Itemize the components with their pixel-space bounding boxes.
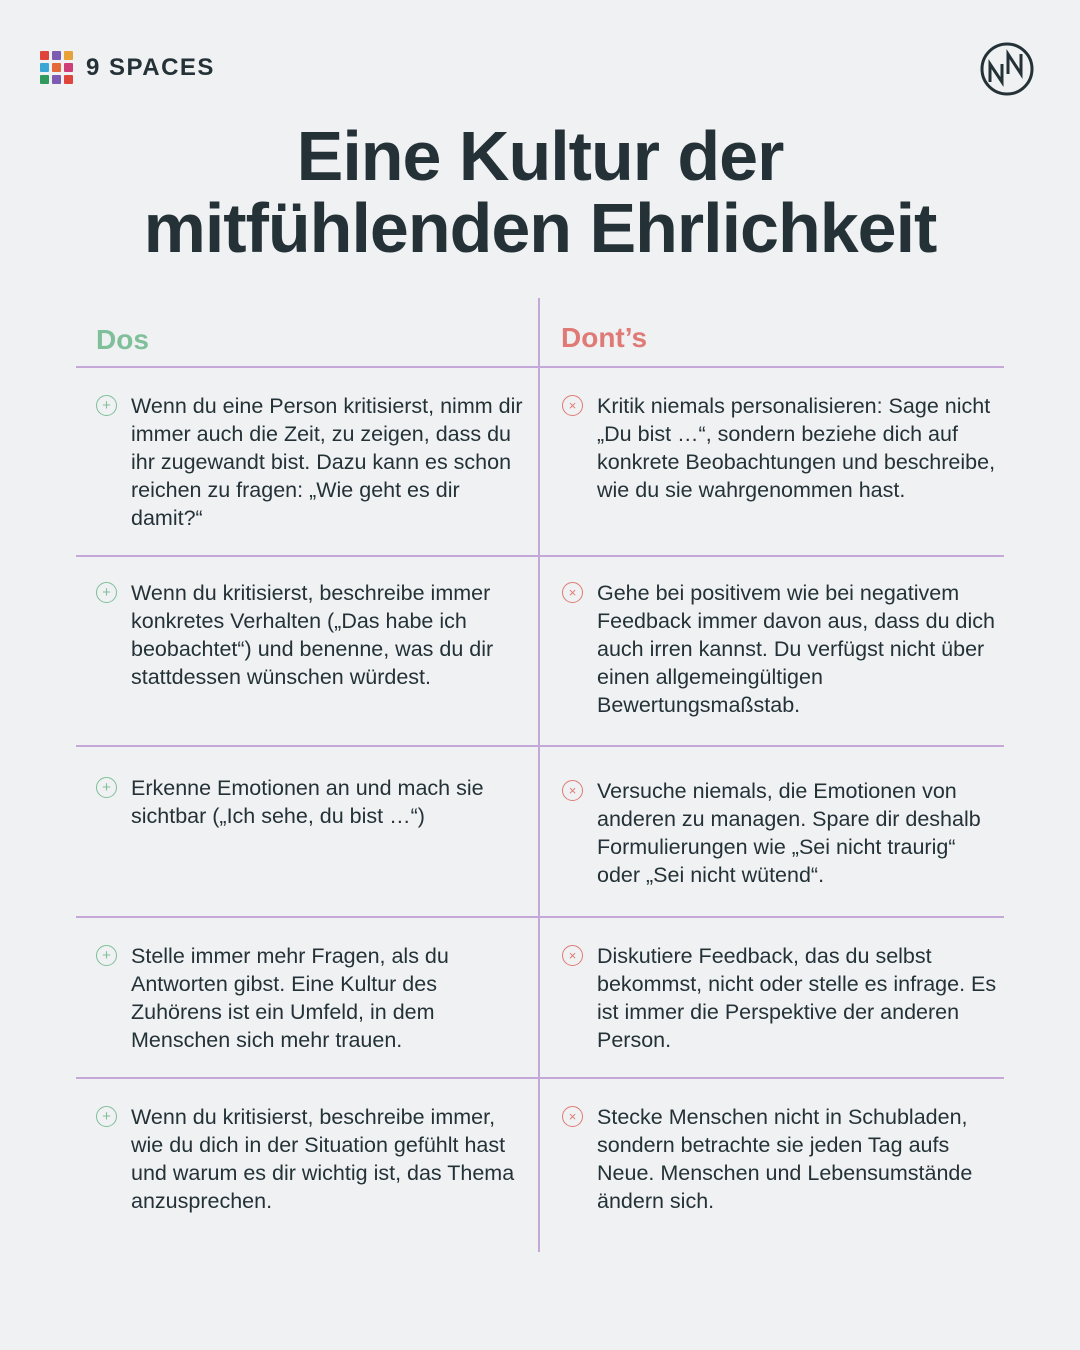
brand-grid-square	[52, 75, 61, 84]
nn-monogram-icon	[980, 42, 1034, 96]
cross-circle-icon: ×	[562, 780, 583, 801]
cross-circle-icon: ×	[562, 945, 583, 966]
brand	[40, 51, 215, 84]
page-title	[0, 117, 1080, 267]
row-divider	[76, 916, 1004, 918]
row-divider	[76, 1077, 1004, 1079]
brand-grid-square	[52, 63, 61, 72]
do-item-text: Wenn du kritisierst, beschreibe immer konkretes Verhalten („Das habe ich beobachtet“) und benenne, was du dir stattdessen wünschen würdest.	[131, 581, 494, 689]
brand-grid-square	[64, 63, 73, 72]
dont-item-text: Stecke Menschen nicht in Schubladen, sondern betrachte sie jeden Tag aufs Neue. Menschen und Lebensumstände ändern sich.	[597, 1105, 973, 1213]
dont-item	[562, 942, 1004, 1054]
dos-donts-table	[76, 298, 1004, 1252]
plus-circle-icon: +	[96, 582, 117, 603]
column-divider	[538, 298, 540, 1252]
plus-circle-icon: +	[96, 395, 117, 416]
dont-item	[562, 777, 1004, 889]
do-item	[96, 942, 526, 1054]
brand-grid-square	[40, 63, 49, 72]
dont-item-text: Versuche niemals, die Emotionen von anderen zu managen. Spare dir deshalb Formulierungen wie „Sei nicht traurig“ oder „Sei nicht wütend“.	[597, 779, 981, 887]
do-item	[96, 774, 526, 830]
dont-item	[562, 1103, 1004, 1215]
dont-item	[562, 392, 1004, 504]
cross-circle-icon: ×	[562, 395, 583, 416]
do-item	[96, 392, 526, 532]
dont-item-text: Gehe bei positivem wie bei negativem Feedback immer davon aus, dass du dich auch irren kannst. Du verfügst nicht über einen allgemeingültigen Bewertungsmaßstab.	[597, 581, 995, 717]
cross-circle-icon: ×	[562, 582, 583, 603]
brand-grid-square	[40, 75, 49, 84]
brand-name: 9 SPACES	[86, 53, 215, 81]
cross-circle-icon: ×	[562, 1106, 583, 1127]
do-item	[96, 579, 526, 691]
dont-item-text: Kritik niemals personalisieren: Sage nicht „Du bist …“, sondern beziehe dich auf konkrete Beobachtungen und beschreibe, wie du sie wahrgenommen hast.	[597, 394, 996, 502]
plus-circle-icon: +	[96, 945, 117, 966]
brand-grid-square	[64, 51, 73, 60]
dont-item-text: Diskutiere Feedback, das du selbst bekommst, nicht oder stelle es infrage. Es ist immer die Perspektive der anderen Person.	[597, 944, 997, 1052]
row-divider	[76, 745, 1004, 747]
do-item-text: Wenn du eine Person kritisierst, nimm dir immer auch die Zeit, zu zeigen, dass du ihr zugewandt bist. Dazu kann es schon reichen zu fragen: „Wie geht es dir damit?“	[131, 394, 523, 530]
brand-grid-square	[64, 75, 73, 84]
title-line-1: Eine Kultur der	[296, 117, 784, 195]
do-item	[96, 1103, 526, 1215]
row-divider	[76, 366, 1004, 368]
title-line-2: mitfühlenden Ehrlichkeit	[143, 189, 937, 267]
dont-item	[562, 579, 1004, 719]
do-item-text: Wenn du kritisierst, beschreibe immer, wie du dich in der Situation gefühlt hast und warum es dir wichtig ist, das Thema anzusprechen.	[131, 1105, 515, 1213]
dos-heading: Dos	[96, 324, 149, 355]
plus-circle-icon: +	[96, 777, 117, 798]
plus-circle-icon: +	[96, 1106, 117, 1127]
brand-grid-square	[40, 51, 49, 60]
do-item-text: Stelle immer mehr Fragen, als du Antworten gibst. Eine Kultur des Zuhörens ist ein Umfeld, in dem Menschen sich mehr trauen.	[131, 944, 449, 1052]
brand-grid-square	[52, 51, 61, 60]
do-item-text: Erkenne Emotionen an und mach sie sichtbar („Ich sehe, du bist …“)	[131, 776, 484, 828]
row-divider	[76, 555, 1004, 557]
donts-heading: Dont’s	[561, 322, 648, 353]
brand-grid-icon	[40, 51, 73, 84]
